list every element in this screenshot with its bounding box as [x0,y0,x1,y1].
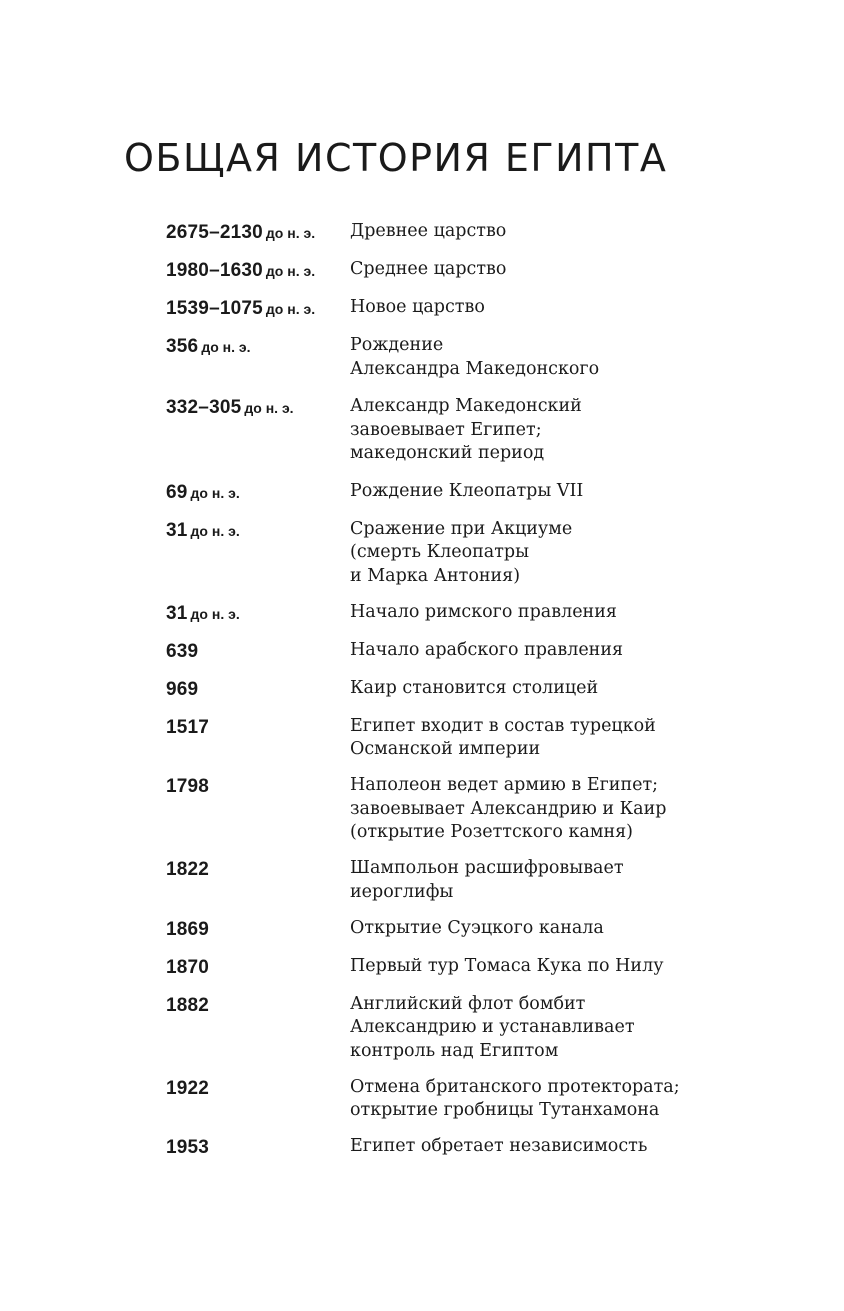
timeline-date [166,395,350,421]
timeline-era: до н. э. [190,605,240,622]
timeline-event: Наполеон ведет армию в Египет; завоевывает Александрию и Каир (открытие Розеттского камня) [350,775,667,842]
timeline-date [166,334,350,360]
timeline-row [166,518,686,589]
timeline-era: до н. э. [265,263,316,279]
timeline-date [166,857,350,883]
timeline-row [166,1135,686,1161]
timeline-event: Среднее царство [350,259,507,279]
timeline-year: 1882 [166,994,210,1016]
timeline-era: до н. э. [265,301,316,317]
timeline-year: 1870 [166,956,210,978]
timeline-date [166,220,350,246]
timeline-event: Английский флот бомбит Александрию и устанавливает контроль над Египтом [350,993,635,1061]
timeline-date [166,993,350,1019]
timeline-row [166,955,686,981]
timeline-year: 969 [166,678,199,700]
timeline-date [166,480,350,506]
timeline-year: 332–305 [166,397,242,418]
timeline-event: Шампольон расшифровывает иероглифы [350,858,624,902]
timeline-row [166,334,686,381]
timeline-event: Сражение при Акциуме (смерть Клеопатры и Марка Антония) [350,518,573,586]
timeline-era: до н. э. [201,339,251,355]
timeline-date [166,258,350,284]
timeline-date [166,955,350,981]
timeline-date [166,917,350,943]
timeline-event: Первый тур Томаса Кука по Нилу [350,955,664,976]
timeline-year: 1822 [166,859,210,880]
timeline-year: 1980–1630 [166,260,263,281]
timeline-year: 639 [166,640,199,662]
timeline-date [166,715,350,741]
timeline-row [166,1076,686,1123]
timeline-event: Рождение Александра Македонского [350,335,600,379]
timeline-year: 69 [166,481,188,503]
timeline-event: Египет обретает независимость [350,1136,648,1156]
timeline-date [166,639,350,665]
timeline-row [166,480,686,506]
timeline-year: 1922 [166,1077,210,1099]
timeline-event: Начало арабского правления [350,639,624,660]
timeline-event: Рождение Клеопатры VII [350,480,584,501]
timeline-year: 1953 [166,1137,210,1158]
timeline-year: 31 [166,519,188,541]
timeline-year: 1517 [166,716,210,738]
timeline-date [166,774,350,800]
timeline-era: до н. э. [265,225,316,241]
timeline-event: Александр Македонский завоевывает Египет; македонский период [350,396,582,463]
timeline-date [166,296,350,322]
timeline-row [166,258,686,284]
timeline-event: Отмена британского протектората; открытие гробницы Тутанхамона [350,1076,680,1120]
timeline-era: до н. э. [244,400,294,416]
timeline-row [166,993,686,1064]
timeline-year: 356 [166,336,199,357]
timeline-event: Каир становится столицей [350,677,599,698]
timeline-year: 31 [166,602,188,624]
timeline-row [166,774,686,845]
timeline-row [166,857,686,904]
timeline-event: Египет входит в состав турецкой Османской империи [350,715,656,759]
timeline-era: до н. э. [190,484,240,501]
timeline-date [166,601,350,627]
timeline-row [166,639,686,665]
timeline-date [166,518,350,544]
timeline-event: Новое царство [350,297,485,317]
timeline-year: 2675–2130 [166,222,263,243]
timeline-row [166,395,686,466]
timeline-date [166,677,350,703]
timeline-list [166,220,686,1161]
timeline-era: до н. э. [190,522,240,539]
timeline-year: 1539–1075 [166,298,263,319]
timeline-row [166,715,686,762]
timeline-row [166,677,686,703]
timeline-event: Открытие Суэцкого канала [350,917,604,938]
timeline-date [166,1076,350,1102]
page-title: ОБЩАЯ ИСТОРИЯ ЕГИПТА [124,136,668,180]
timeline-row [166,917,686,943]
timeline-row [166,601,686,627]
timeline-row [166,296,686,322]
timeline-event: Древнее царство [350,221,507,241]
timeline-date [166,1135,350,1161]
timeline-event: Начало римского правления [350,601,617,622]
timeline-row [166,220,686,246]
timeline-year: 1798 [166,776,210,797]
timeline-year: 1869 [166,918,210,940]
